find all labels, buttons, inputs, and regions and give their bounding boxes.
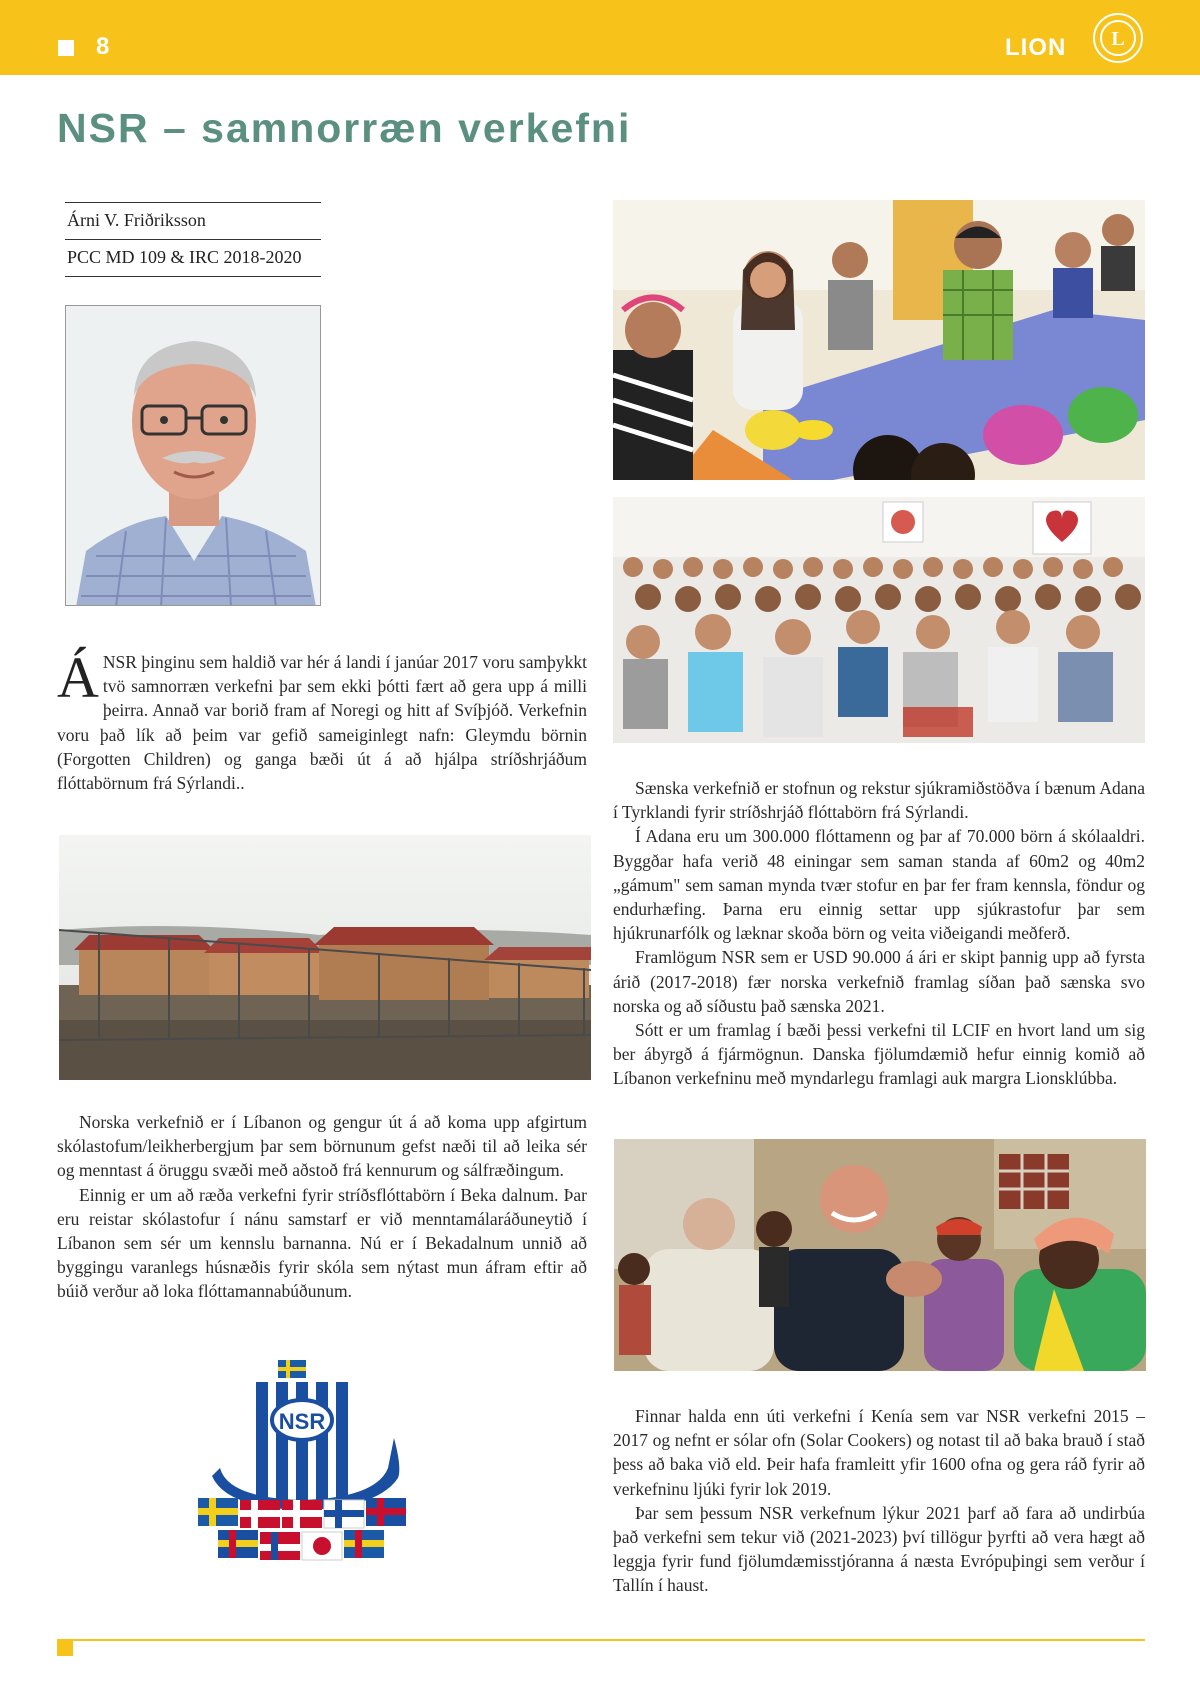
author-role: PCC MD 109 & IRC 2018-2020 (67, 247, 302, 267)
lions-emblem-icon (1092, 12, 1144, 64)
refugee-camp-photo (59, 835, 591, 1080)
paragraph-finland-kenya: Finnar halda enn úti verkefni í Kenía sem var NSR verkefni 2015 – 2017 og nefnt er sólar ofn (Solar Cookers) og notast til að baka brauð í stað þess að baka við eld. Þeir hafa framleitt yfir 1600 ofna og gera ráð fyrir að verkefninu ljúki fyrir lok 2019. (613, 1406, 1145, 1499)
paragraph-beka-valley: Einnig er um að ræða verkefni fyrir stríðsflóttabörn í Beka dalnum. Þar eru reistar skólastofur í nánu samstarf er við menntamálaráðuneytið í Líbanon sem sér um kennslu barnanna. Nú er í Bekadalnum unnið að byggingu varanlegs húsnæðis fyrir skóla sem nýtast mun áfram eftir að búið verður að loka flóttamannabúðunum. (57, 1184, 587, 1302)
paragraph-sweden-project: Sænska verkefnið er stofnun og rekstur sjúkramiðstöðva í bænum Adana í Tyrklandi fyrir stríðshrjáð flóttabörn frá Sýrlandi. (613, 778, 1145, 823)
class-group-photo (613, 497, 1145, 743)
intro-text: NSR þinginu sem haldið var hér á landi í janúar 2017 voru samþykkt tvö samnorræn verkefni þar sem ekki þótti fært að gera upp á milli þeirra. Annað var borið fram af Noregi og hitt af Svíþjóð. Verkefnin voru það lík að þeim var gefið sameiginlegt nafn: Gleymdu börnin (Forgotten Children) og ganga bæði út á að hjálpa stríðshrjáðum flóttabörnum frá Sýrlandi.. (57, 652, 587, 794)
magazine-name: LION (1005, 34, 1067, 61)
nsr-logo (198, 1358, 430, 1568)
paragraph-adana: Í Adana eru um 300.000 flóttamenn og þar af 70.000 börn á skólaaldri. Byggðar hafa verið 48 einingar sem saman standa af 60m2 og 40m2 „gámum" sem saman mynda tvær stofur en þar fer fram kennsla, föndur og endurhæfing. Þarna eru einnig settar upp sjúkrastofur þar sem hjúkrunarfólk og læknar skoða börn og veita viðeigandi meðferð. (613, 826, 1145, 944)
page-number: 8 (96, 33, 110, 60)
svg-text:NSR: NSR (278, 1409, 326, 1434)
paragraph-next-project: Þar sem þessum NSR verkefnum lýkur 2021 þarf að fara að undirbúa það verkefni sem tekur við (2021-2023) því tillögur þyrfti að vera hægt að leggja fyrir fund fjölumdæmisstjóranna á næsta Evrópuþingi sem verður í Tallín í haust. (613, 1502, 1145, 1596)
page-marker-square (58, 40, 74, 56)
right-column-body-bottom (613, 1404, 1145, 1598)
byline (65, 202, 321, 277)
left-column-body (57, 1110, 587, 1304)
author-portrait (65, 305, 321, 606)
footer-rule (57, 1639, 1145, 1641)
paragraph-lcif: Sótt er um framlag í bæði þessi verkefni til LCIF en hvort land um sig ber ábyrgð á fjármögnun. Danska fjölumdæmið hefur einnig komið að Líbanon verkefninu með myndarlegu framlagi auk margra Lionsklúbba. (613, 1020, 1145, 1089)
page-title: NSR – samnorræn verkefni (57, 105, 632, 151)
paragraph-funding: Framlögum NSR sem er USD 90.000 á ári er skipt þannig upp að fyrsta árið (2017-2018) fær norska verkefnið framlag síðan það sænska svo norska og að síðustu það sænska 2021. (613, 947, 1145, 1016)
kenya-handshake-photo (614, 1139, 1146, 1371)
author-name: Árni V. Friðriksson (67, 210, 206, 230)
dropcap: Á (57, 645, 99, 710)
svg-text:L: L (1111, 28, 1125, 50)
header-band (0, 0, 1200, 75)
intro-paragraph (57, 645, 587, 795)
right-column-body-top (613, 776, 1145, 1091)
paragraph-norway-project: Norska verkefnið er í Líbanon og gengur út á að koma upp afgirtum skólastofum/leikherbergjum þar sem börnunum gefst næði til að leika sér og menntast á öruggu svæði með aðstoð frá kennurum og sálfræðingum. (57, 1112, 587, 1181)
classroom-photo (613, 200, 1145, 480)
footer-marker-square (57, 1640, 73, 1656)
